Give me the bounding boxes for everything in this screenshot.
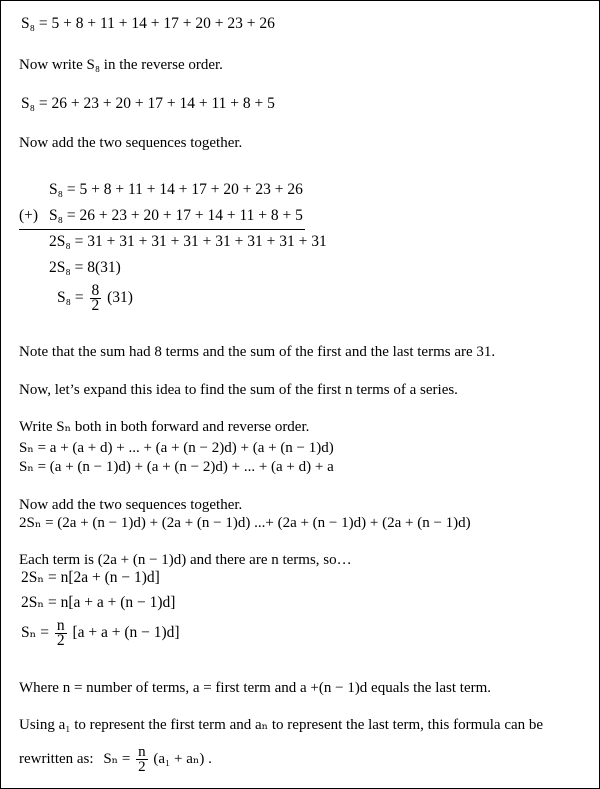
add-row-product: 2S₈ = 8(31) xyxy=(49,259,121,276)
para-note: Note that the sum had 8 terms and the sum of the first and the last terms are 31. xyxy=(19,344,496,360)
fraction-numerator: n xyxy=(138,744,146,760)
fraction-denominator: 2 xyxy=(138,759,146,775)
final-formula xyxy=(103,744,212,775)
eq-sn-reverse: Sₙ = (a + (n − 1)d) + (a + (n − 2)d) + ... + (a + d) + a xyxy=(19,459,334,475)
eq-2sn-n-2a: 2Sₙ = n[2a + (n − 1)d] xyxy=(21,569,160,586)
eq-sn-fraction xyxy=(21,619,180,648)
fraction-8-over-2 xyxy=(90,284,102,313)
final-lhs: Sₙ = xyxy=(103,750,131,767)
para-add-sequences-2: Now add the two sequences together. xyxy=(19,497,243,513)
add-row-reverse: S₈ = 26 + 23 + 20 + 17 + 14 + 11 + 8 + 5 xyxy=(49,207,303,224)
sn-rhs: [a + a + (n − 1)d] xyxy=(72,624,180,642)
eq-2sn-sum: 2Sₙ = (2a + (n − 1)d) + (2a + (n − 1)d) ...+ (2a + (n − 1)d) + (2a + (n − 1)d) xyxy=(19,515,471,531)
eq-s8-forward: S₈ = 5 + 8 + 11 + 14 + 17 + 20 + 23 + 26 xyxy=(21,15,275,32)
fraction-numerator: n xyxy=(56,617,65,634)
eq-sn-forward: Sₙ = a + (a + d) + ... + (a + (n − 2)d) + (a + (n − 1)d) xyxy=(19,440,334,456)
fraction-lhs: S₈ = xyxy=(57,289,84,307)
fraction-rhs: (31) xyxy=(107,289,133,307)
add-row-fraction xyxy=(57,284,133,313)
para-using-line1: Using a₁ to represent the first term and aₙ to represent the last term, this formula can be xyxy=(19,717,544,733)
eq-2sn-n-a-a: 2Sₙ = n[a + a + (n − 1)d] xyxy=(21,594,176,611)
para-each-term: Each term is (2a + (n − 1)d) and there are n terms, so… xyxy=(19,552,352,568)
para-using-line2 xyxy=(19,745,212,774)
sum-divider-line xyxy=(19,229,305,230)
fraction-denominator: 2 xyxy=(91,297,100,314)
para-expand: Now, let’s expand this idea to find the sum of the first n terms of a series. xyxy=(19,382,458,398)
add-row-sum: 2S₈ = 31 + 31 + 31 + 31 + 31 + 31 + 31 + 31 xyxy=(49,233,327,250)
add-operator: (+) xyxy=(19,207,39,224)
para-write-both: Write Sₙ both in both forward and reverse order. xyxy=(19,419,310,435)
eq-s8-reverse: S₈ = 26 + 23 + 20 + 17 + 14 + 11 + 8 + 5 xyxy=(21,95,275,112)
add-row-forward: S₈ = 5 + 8 + 11 + 14 + 17 + 20 + 23 + 26 xyxy=(49,181,303,198)
rewritten-label: rewritten as: xyxy=(19,750,94,767)
final-fraction xyxy=(136,745,148,774)
fraction-numerator: 8 xyxy=(91,282,100,299)
sn-lhs: Sₙ = xyxy=(21,624,49,642)
para-where: Where n = number of terms, a = first term and a +(n − 1)d equals the last term. xyxy=(19,680,492,696)
para-add-sequences: Now add the two sequences together. xyxy=(19,135,243,151)
fraction-denominator: 2 xyxy=(56,632,65,649)
fraction-n-over-2 xyxy=(55,619,67,648)
para-write-reverse: Now write S₈ in the reverse order. xyxy=(19,57,223,73)
final-rhs: (a₁ + aₙ) . xyxy=(153,750,212,767)
